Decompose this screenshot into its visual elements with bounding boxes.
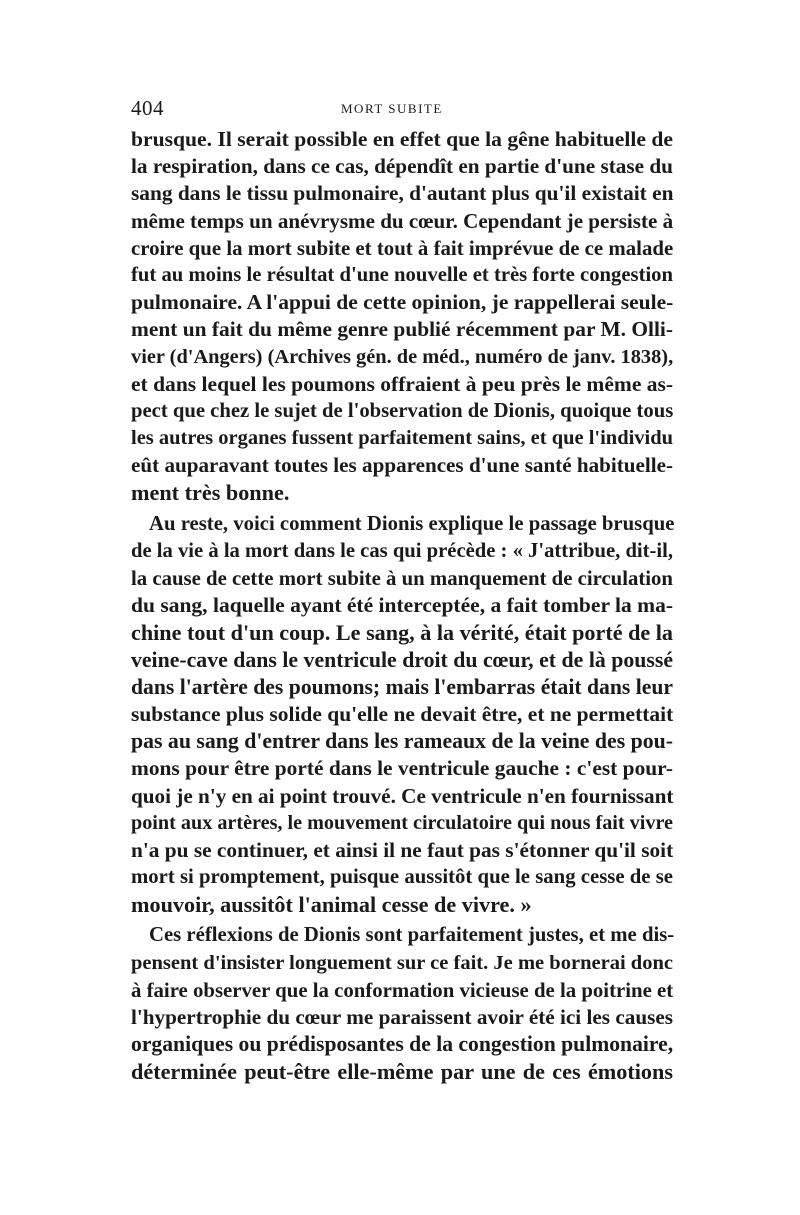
- text-line: la respiration, dans ce cas, dépendît en partie d'une stase du: [131, 154, 673, 179]
- paragraph: [131, 126, 673, 507]
- text-line: ment très bonne.: [131, 480, 290, 506]
- text-line: même temps un anévrysme du cœur. Cependant je persiste à: [131, 208, 674, 233]
- text-line: vier (d'Angers) (Archives gén. de méd., numéro de janv. 1838),: [131, 345, 674, 368]
- text-line: organiques ou prédisposantes de la congestion pulmonaire,: [131, 1032, 674, 1057]
- text-line: pulmonaire. A l'appui de cette opinion, je rappellerai seule-: [131, 290, 674, 315]
- text-line: pect que chez le sujet de l'observation de Dionis, quoique tous: [131, 399, 674, 422]
- text-line: brusque. Il serait possible en effet que la gêne habituelle de: [131, 127, 673, 151]
- text-line: Ces réflexions de Dionis sont parfaitement justes, et me dis-: [149, 924, 675, 947]
- text-line: déterminée peut-être elle-même par une de ces émotions: [131, 1059, 673, 1085]
- text-line: n'a pu se continuer, et ainsi il ne faut pas s'étonner qu'il soit: [131, 837, 674, 862]
- paragraph: [131, 922, 673, 1085]
- text-line: mouvoir, aussitôt l'animal cesse de vivre. »: [131, 892, 532, 918]
- text-line: fut au moins le résultat d'une nouvelle et très forte congestion: [131, 263, 673, 286]
- text-line: et dans lequel les poumons offraient à peu près le même as-: [131, 371, 674, 396]
- page-header: [131, 96, 671, 122]
- text-line: la cause de cette mort subite à un manquement de circulation: [131, 567, 673, 590]
- text-line: point aux artères, le mouvement circulatoire qui nous fait vivre: [131, 811, 673, 834]
- text-line: croire que la mort subite et tout à fait imprévue de ce malade: [131, 235, 674, 260]
- text-line: mort si promptement, puisque aussitôt que le sang cesse de se: [131, 866, 673, 889]
- body-text: [131, 126, 673, 1086]
- text-line: chine tout d'un coup. Le sang, à la vérité, était porté de la: [131, 620, 673, 646]
- text-line: quoi je n'y en ai point trouvé. Ce ventricule n'en fournissant: [131, 783, 674, 808]
- text-line: substance plus solide qu'elle ne devait être, et ne permettait: [131, 701, 674, 726]
- text-line: pas au sang d'entrer dans les rameaux de la veine des pou-: [131, 729, 673, 754]
- text-line: sang dans le tissu pulmonaire, d'autant plus qu'il existait en: [131, 181, 674, 206]
- text-line: les autres organes fussent parfaitement sains, et que l'individu: [131, 427, 673, 450]
- text-line: dans l'artère des poumons; mais l'embarras était dans leur: [131, 674, 673, 699]
- text-line: à faire observer que la conformation vicieuse de la poitrine et: [131, 977, 674, 1002]
- text-line: Au reste, voici comment Dionis explique le passage brusque: [149, 512, 675, 535]
- text-line: de la vie à la mort dans le cas qui précède : « J'attribue, dit-il,: [131, 539, 673, 562]
- text-line: mons pour être porté dans le ventricule gauche : c'est pour-: [131, 756, 673, 781]
- text-line: l'hypertrophie du cœur me paraissent avoir été ici les causes: [131, 1005, 673, 1029]
- text-line: eût auparavant toutes les apparences d'une santé habituelle-: [131, 453, 673, 478]
- text-line: veine-cave dans le ventricule droit du cœur, et de là poussé: [131, 647, 673, 672]
- page-number: 404: [131, 96, 164, 120]
- paragraph: [131, 511, 673, 919]
- text-line: du sang, laquelle ayant été interceptée, a fait tomber la ma-: [131, 593, 673, 618]
- running-head: MORT SUBITE: [341, 101, 443, 116]
- text-line: pensent d'insister longuement sur ce fait. Je me bornerai donc: [131, 951, 673, 974]
- text-line: ment un fait du même genre publié récemment par M. Olli-: [131, 317, 673, 342]
